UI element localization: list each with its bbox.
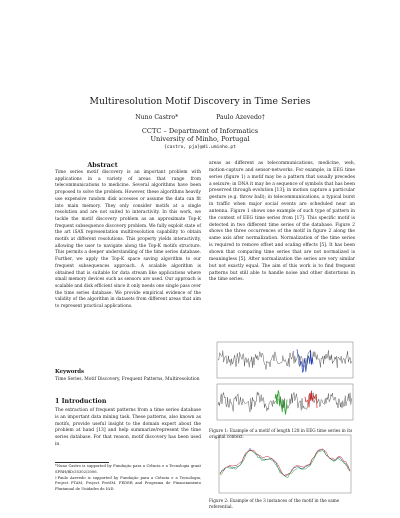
intro-text: The extraction of frequent patterns from a time series database is an important data mining task. These patterns, also known as motifs, provide useful insight to the domain expert about the problem at hand [13] and help summarize/represent the time series database. For that reason, motif discovery has been used in xyxy=(55,408,201,447)
footnote: †Paulo Azevedo is supported by Fundação para a Ciência e a Tecnologia, Project PTAM, Project ProtIM, FEDER and Programa de Financiamento Plurianual de Unidades de I&D. xyxy=(55,475,201,491)
keywords-heading: Keywords xyxy=(55,369,85,375)
figure-1-plot xyxy=(209,340,355,424)
figure-1 xyxy=(209,340,355,424)
footnotes xyxy=(55,464,201,493)
abstract-text: Time series motif discovery is an important problem with applications in a variety of areas that range from telecommunications to medicine. Several algorithms have been proposed to solve the problem. However, these algorithms heavily use expensive random disk accesses or assume the data can fit into main memory. They only consider motifs at a single resolution and are not suited to interactivity. In this work, we tackle the motif discovery problem as an approximate Top-K frequent subsequence discovery problem. We fully exploit state of the art iSAX representation multiresolution capability to obtain motifs at different resolutions. This property yields interactivity, allowing the user to navigate along the Top-K motifs structure. This permits a deeper understanding of the time series database. Further, we apply the Top-K space saving algorithm to our frequent subsequences approach. A scalable algorithm is obtained that is suitable for data stream like applications where small memory devices such as sensors are used. Our approach is scalable and disk efficient since it only needs one single pass over the time series database. We provide empirical evidence of the validity of the algorithm in datasets from different areas that aim to represent practical applications. xyxy=(55,170,201,310)
abstract-heading: Abstract xyxy=(87,161,118,169)
author-name: Paulo Azevedo† xyxy=(216,114,265,121)
affiliation-dept: CCTC – Department of Informatics xyxy=(141,127,259,135)
paper-title: Multiresolution Motif Discovery in Time Series xyxy=(89,96,311,107)
affiliation-email: {castro, pja}@di.uminho.pt xyxy=(164,144,236,150)
figure-2 xyxy=(209,431,355,495)
figure-2-caption: Figure 2: Example of the 3 instances of the motif in the same referential. xyxy=(209,498,340,510)
affiliation-university: University of Minho, Portugal xyxy=(150,134,250,143)
footnote-rule xyxy=(55,462,109,463)
figure-1-caption: Figure 1: Example of a motif of length 128 in EEG time series in its original context. xyxy=(209,428,353,440)
footnote: *Nuno Castro is supported by Fundação para a Ciência e a Tecnologia grant SFRH/BD/35302/2006. xyxy=(55,464,201,474)
author-line xyxy=(0,114,400,121)
author-name: Nuno Castro* xyxy=(135,114,179,121)
affiliation xyxy=(0,128,400,151)
right-column-text: areas as different as telecommunications, medicine, web, motion-capture and sensor-networks. For example, in EEG time series (figure 1) a motif may be a pattern that usually precedes a seizure; in DNA it may be a sequence of symbols that has been preserved through evolution [13]; in motion capture a particular gesture (e.g. throw ball); in telecommunications, a typical burst in traffic when major social events are scheduled near an antenna. Figure 1 shows one example of such type of pattern in the context of EEG time series from [17]. This specific motif is detected in two different time series of the database. Figure 2 shows the three occurrences of the motif in figure 2 along the same axis after normalization. Normalization of the time series is required to remove offset and scaling effects [5]. It has been shown that comparing time series that are not normalized is meaningless [5]. After normalization the series are very similar but not exactly equal. The aim of this work is to find frequent patterns but still able to handle noise and other distortions in the time series. xyxy=(209,161,355,283)
keywords-text: Time Series, Motif Discovery, Frequent Patterns, Multiresolution xyxy=(55,377,200,382)
figure-2-plot xyxy=(209,431,355,495)
section-heading: 1 Introduction xyxy=(55,398,107,405)
